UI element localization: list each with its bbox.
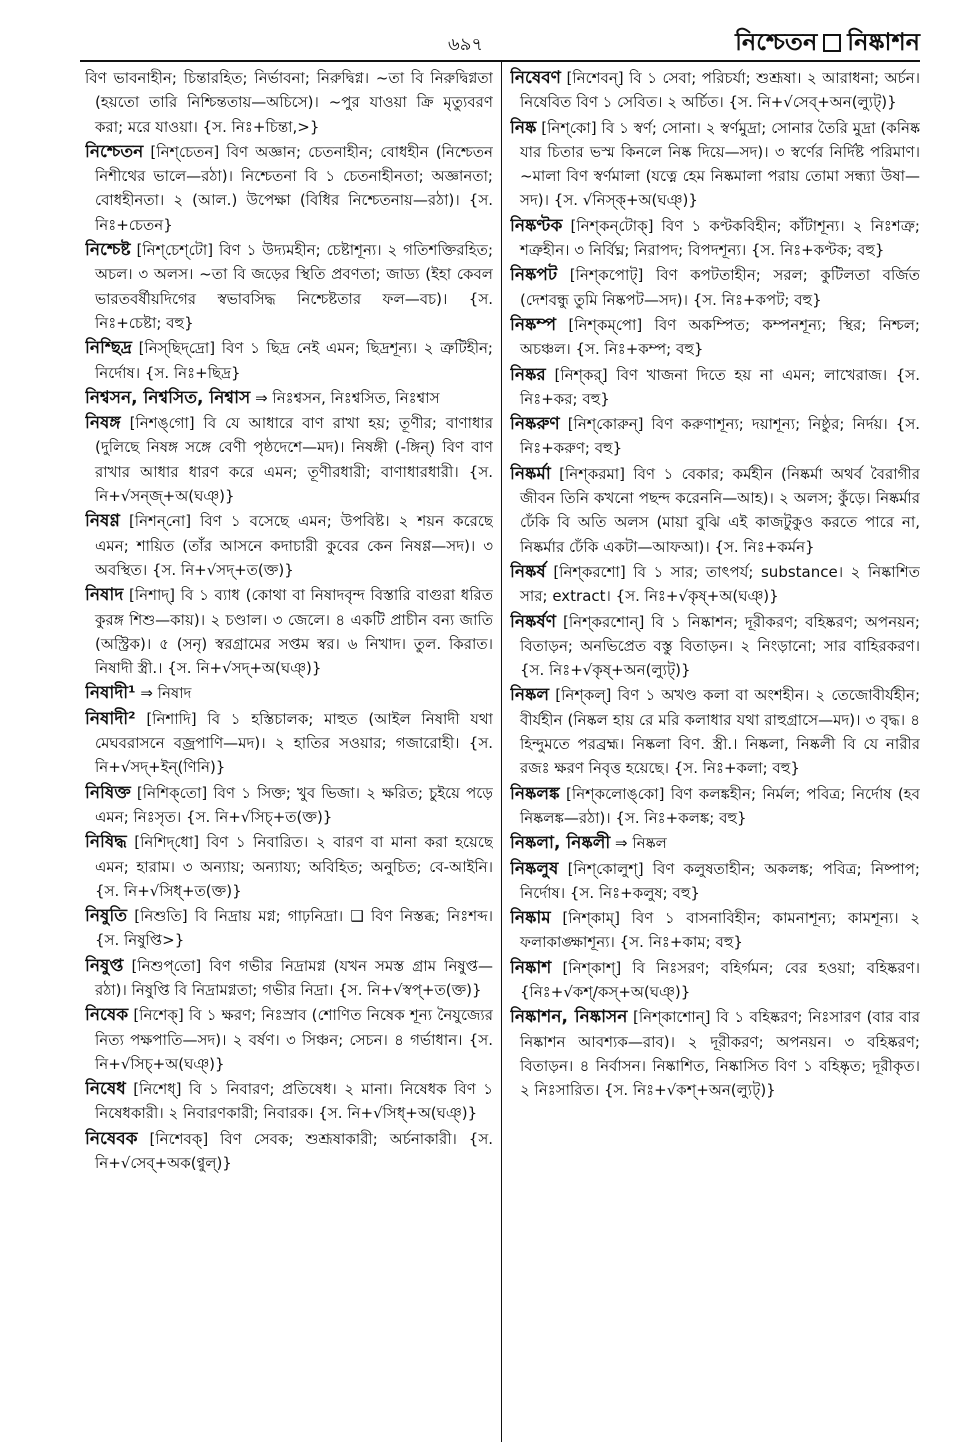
dictionary-entry: [85, 707, 493, 780]
entry-headword: নিষ্কর্ষ: [510, 561, 546, 582]
entry-headword: নিষ্করুণ: [510, 414, 560, 435]
entry-definition: [নিশ্‌চেশ্‌টো] বিণ ১ উদ্যমহীন; চেষ্টাশূন্য। ২ গতিশক্তিরহিত; অচল। ৩ অলস। ~তা বি জড়ের স্থিতি প্রবণতা; জাড্য (ইহা কেবল ভারতবর্ষীয়দিগের স্বভাবসিদ্ধ নিশ্চেষ্টতার ফল—বচ)। {স. নিঃ+চেষ্টা; বহু}: [95, 241, 493, 332]
entry-definition: [নিশিক্‌তো] বিণ ১ সিক্ত; খুব ভিজা। ২ ক্ষরিত; চুইয়ে পড়ে এমন; নিঃসৃত। {স. নি+√সিচ্+ত(ক্ত)}: [95, 783, 493, 826]
entry-headword: নিষেবণ: [510, 68, 561, 88]
entry-definition: [নিশ্‌কল্] বিণ ১ অখণ্ড কলা বা অংশহীন। ২ তেজোবীর্যহীন; বীর্যহীন (নিষ্কল হায় রে মরি কলাধার যথা রাহুগ্রাসে—মদ)। ৩ বৃদ্ধ। ৪ হিন্দুমতে পরব্রহ্ম। নিষ্কলা বিণ. স্ত্রী.। নিষ্কলা, নিষ্কলী বি যে নারীর রজঃ ক্ষরণ নিবৃত্ত হয়েছে। {স. নিঃ+কলা; বহু}: [520, 686, 920, 778]
entry-headword: নিষাদী¹: [85, 683, 136, 704]
entry-headword: নিষুতি: [85, 906, 128, 927]
dictionary-entry: [510, 831, 920, 855]
entry-definition: [নিশেক্] বি ১ ক্ষরণ; নিঃস্রাব (শোণিত নিষেক শূন্য নৈযুজ্যের নিত্য পক্ষপাতি—সদ)। ২ বর্ষণ। ৩ সিঞ্চন; সেচন। ৪ গর্ভাধান। {স. নি+√সিচ্+অ(ঘঞ্)}: [95, 1006, 493, 1073]
entry-definition: [নিশ্‌করমা] বিণ ১ বেকার; কর্মহীন (নিষ্কর্মা অথর্ব বৈরাগীর জীবন তিনি কখনো পছন্দ করেননি—আহ)। ২ অলস; কুঁড়ে। নিষ্কর্মার ঢেঁকি বি অতি অলস (মায়া বুঝি এই কাজটুকুও করতে পারে না, নিষ্কর্মার ঢেঁকি একটা—আফআ)। {স. নিঃ+কর্মন}: [520, 464, 920, 556]
entry-headword: নিষ্কলুষ: [510, 858, 559, 879]
entry-headword: নিষুপ্ত: [85, 955, 124, 976]
entry-headword: নিষ্কর্ষণ: [510, 611, 557, 632]
dictionary-entry: [85, 66, 493, 139]
dictionary-entry: [85, 583, 493, 680]
dictionary-entry: [510, 610, 920, 683]
entry-definition: [নিশ্‌করশো] বি ১ সার; তাৎপর্য; substance। ২ নিষ্কাশিত সার; extract। {স. নিঃ+√কৃষ্+অ(ঘঞ্)}: [520, 562, 920, 606]
entry-headword: নিষ্কর্মা: [510, 463, 551, 484]
entry-definition: [নিশ্‌কাশ্] বি নিঃসরণ; বহির্গমন; বের হওয়া; বহিষ্করণ। {নিঃ+√কশ্/কস্+অ(ঘঞ্)}: [520, 958, 920, 1001]
entry-definition: ⇒ নিষ্কল: [615, 834, 667, 853]
entry-headword: নিশ্ছিদ্র: [85, 338, 132, 359]
entry-definition: [নিশ্‌কম্‌পো] বিণ অকম্পিত; কম্পনশূন্য; স্থির; নিশ্চল; অচঞ্চল। {স. নিঃ+কম্প; বহু}: [520, 315, 920, 359]
page-number: ৬৯৭: [448, 34, 484, 55]
dictionary-entry: [85, 781, 493, 830]
running-head-last: নিষ্কাশন: [847, 28, 920, 56]
dictionary-entry: [85, 336, 493, 385]
entry-headword: নিষ্কাম: [510, 908, 551, 929]
dictionary-entry: [510, 66, 920, 115]
column-divider: [501, 62, 502, 1442]
entry-headword: নিষিক্ত: [85, 782, 131, 803]
entry-definition: [নিশেধ্] বি ১ নিবারণ; প্রতিষেধ। ২ মানা। নিষেধক বিণ ১ নিষেধকারী। ২ নিবারণকারী; নিবারক। {স. নি+√সিধ্+অ(ঘঞ্)}: [95, 1080, 493, 1123]
dictionary-entry: [510, 263, 920, 312]
entry-definition: [নিশ্‌কাশোন্] বি ১ বহিষ্করণ; নিঃসারণ (বার বার নিষ্কাশন আবশ্যক—রাব)। ২ দূরীকরণ; অপনয়ন। ৩ বহিষ্করণ; বিতাড়ন। ৪ নির্বাসন। নিষ্কাশিত, নিষ্কাসিত বিণ ১ বহিষ্কৃত; দূরীকৃত। ২ নিঃসারিত। {স. নিঃ+√কশ্+অন(ল্যুট্)}: [520, 1008, 920, 1100]
entry-definition: [নিশিদ্‌ধো] বিণ ১ নিবারিত। ২ বারণ বা মানা করা হয়েছে এমন; হারাম। ৩ অন্যায়; অন্যায্য; অবিহিত; অনুচিত; বে-আইনি। {স. নি+√সিধ্+ত(ক্ত)}: [95, 833, 493, 900]
entry-definition: ⇒ নিঃশ্বসন, নিঃশ্বসিত, নিঃশ্বাস: [255, 388, 440, 407]
entry-headword: নিষ্ক: [510, 117, 537, 138]
dictionary-entry: [85, 238, 493, 335]
running-head-first: নিশ্চেতন: [735, 28, 818, 56]
entry-definition: [নিশেবন্] বি ১ সেবা; পরিচর্যা; শুশ্রূষা। ২ আরাধনা; অর্চন। নিষেবিত বিণ ১ সেবিত। ২ অর্চিত। {স. নি+√সেব্+অন(ল্যুট্)}: [520, 69, 920, 112]
dictionary-entry: [85, 509, 493, 582]
entry-definition: [নিশ্‌কো] বি ১ স্বর্ণ; সোনা। ২ স্বর্ণমুদ্রা; সোনার তৈরি মুদ্রা (কনিষ্ক যার চিতার ভস্ম কিনলে নিষ্ক দিয়ে—সদ)। ৩ স্বর্ণের নির্দিষ্ট পরিমাণ। ~মালা বিণ স্বর্ণমালা (যত্নে হেম নিষ্কমালা পরায় তোমা সন্ধ্যা উষা—সদ)। {স. √নিস্ক্+অ(ঘঞ্)}: [520, 118, 920, 210]
entry-definition: [নিশেবক্] বিণ সেবক; শুশ্রূষাকারী; অর্চনাকারী। {স. নি+√সেব্+অক(ণ্বুল্)}: [95, 1129, 493, 1173]
separator-box-icon: [823, 34, 841, 52]
dictionary-entry: [85, 386, 493, 410]
entry-definition: [নিশন্‌নো] বিণ ১ বসেছে এমন; উপবিষ্ট। ২ শয়ন করেছে এমন; শায়িত (তাঁর আসনে কদাচারী কুবের কেন নিষণ্ণ—সদ)। ৩ অবস্থিত। {স. নি+√সদ্+ত(ক্ত)}: [95, 512, 493, 579]
entry-definition: [নিশ্‌কলোঙ্‌কো] বিণ কলঙ্কহীন; নির্মল; পবিত্র; নির্দোষ (হব নিষ্কলঙ্ক—রঠা)। {স. নিঃ+কলঙ্ক; বহু}: [520, 784, 920, 827]
entry-headword: নিশ্বসন, নিশ্বসিত, নিশ্বাস: [85, 387, 251, 408]
entry-headword: নিষ্কল: [510, 685, 550, 706]
entry-headword: নিষিদ্ধ: [85, 832, 127, 853]
entry-headword: নিষেবক: [85, 1128, 138, 1149]
entry-definition: [নিশ্‌চেতন] বিণ অজ্ঞান; চেতনাহীন; বোধহীন (নিশ্চেতন নিশীথের ভালে—রঠা)। নিশ্চেতনা বি ১ চেতনাহীনতা; অজ্ঞানতা; বোধহীনতা। ২ (আল.) উপেক্ষা (বিধির নিশ্চেতনায়—রঠা)। {স. নিঃ+চেতন}: [95, 142, 493, 234]
entry-definition: [নিশ্‌কন্‌টোক্] বিণ ১ কণ্টকবিহীন; কাঁটাশূন্য। ২ নিঃশত্রু; শত্রুহীন। ৩ নির্বিঘ্ন; নিরাপদ; বিপদশূন্য। {স. নিঃ+কণ্টক; বহু}: [520, 216, 920, 260]
dictionary-entry: [510, 782, 920, 831]
entry-headword: নিষাদ: [85, 585, 124, 606]
dictionary-entry: [510, 363, 920, 412]
running-head: [735, 24, 920, 64]
dictionary-entry: [510, 412, 920, 461]
entry-headword: নিষ্কপট: [510, 265, 558, 286]
dictionary-entry: [510, 214, 920, 263]
right-column: [510, 66, 920, 1436]
entry-definition: [নিস্‌ছিদ্‌দ্রো] বিণ ১ ছিদ্র নেই এমন; ছিদ্রশূন্য। ২ ত্রুটিহীন; নির্দোষ। {স. নিঃ+ছিদ্র}: [95, 339, 493, 382]
entry-headword: নিষ্কম্প: [510, 314, 557, 335]
entry-definition: [নিশঙ্‌গো] বি যে আধারে বাণ রাখা হয়; তূণীর; বাণাধার (দুলিছে নিষঙ্গ সঙ্গে বেণী পৃষ্ঠদেশে—মদ)। নিষঙ্গী (-ঙ্গিন্) বিণ বাণ রাখার আধার ধারণ করে এমন; তূণীরধারী; বাণাধারধারী। {স. নি+√সন্‌জ্+অ(ঘঞ্)}: [95, 414, 493, 506]
entry-headword: নিষ্কলঙ্ক: [510, 783, 560, 804]
dictionary-entry: [85, 411, 493, 508]
entry-definition: [নিশাদ্] বি ১ ব্যাধ (কোথা বা নিষাদবৃন্দ বিস্তারি বাগুরা ধরিত কুরঙ্গ শিশু—কায়)। ২ চণ্ডাল। ৩ জেলে। ৪ একটি প্রাচীন বন্য জাতি (অস্ট্রিক)। ৫ (সনৃ) স্বরগ্রামের সপ্তম স্বর। ৬ নিখাদ। তুল. কিরাত। নিষাদী স্ত্রী.। {স. নি+√সদ্+অ(ঘঞ্)}: [95, 586, 493, 678]
entry-definition: [নিশ্‌করশোন্] বি ১ নিষ্কাশন; দূরীকরণ; বহিষ্করণ; অপনয়ন; বিতাড়ন; অনভিপ্রেত বস্তু বিতাড়ন। ২ নিংড়ানো; সার বাহিরকরণ। {স. নিঃ+√কৃষ্+অন(ল্যুট্)}: [520, 612, 920, 680]
entry-definition: [নিশাদি] বি ১ হস্তিচালক; মাহুত (আইল নিষাদী যথা মেঘবরাসনে বজ্রপাণি—মদ)। ২ হাতির সওয়ার; গজারোহী। {স. নি+√সদ্+ইন্(ণিনি)}: [95, 709, 493, 777]
dictionary-entry: [510, 462, 920, 559]
entry-headword: নিষ্কলা, নিষ্কলী: [510, 833, 611, 854]
entry-headword: নিষ্কাশন, নিষ্কাসন: [510, 1007, 628, 1028]
dictionary-entry: [85, 904, 493, 953]
entry-definition: ⇒ নিষাদ: [140, 684, 192, 703]
entry-headword: নিশ্চেতন: [85, 141, 144, 162]
dictionary-entry: [510, 857, 920, 906]
dictionary-entry: [85, 830, 493, 903]
entry-headword: নিষঙ্গ: [85, 413, 121, 434]
entry-headword: নিষ্কর: [510, 364, 546, 385]
entry-definition: [নিশ্‌কাম্] বিণ ১ বাসনাবিহীন; কামনাশূন্য; কামশূন্য। ২ ফলাকাঙ্ক্ষাশূন্য। {স. নিঃ+কাম; বহু}: [520, 909, 920, 952]
entry-headword: নিষণ্ণ: [85, 511, 120, 532]
dictionary-entry: [85, 1003, 493, 1076]
dictionary-entry: [510, 956, 920, 1005]
entry-headword: নিষ্কাশ: [510, 957, 552, 978]
dictionary-entry: [510, 683, 920, 780]
entry-definition: [নিশুতি] বি নিদ্রায় মগ্ন; গাঢ়নিদ্রা। ❑ বিণ নিস্তব্ধ; নিঃশব্দ। {স. নিষুপ্তি>}: [95, 907, 493, 950]
dictionary-entry: [510, 560, 920, 609]
dictionary-entry: [85, 681, 493, 705]
entry-headword: নিষেধ: [85, 1079, 126, 1100]
dictionary-entry: [510, 116, 920, 213]
left-column: [85, 66, 493, 1436]
header-rule: [80, 60, 920, 62]
entry-definition: [নিশ্‌কোলুশ্] বিণ কলুষতাহীন; অকলঙ্ক; পবিত্র; নিষ্পাপ; নির্দোষ। {স. নিঃ+কলুষ; বহু}: [520, 859, 920, 902]
entry-definition: [নিশ্‌কোরুন্] বিণ করুণাশূন্য; দয়াশূন্য; নিষ্ঠুর; নির্দয়। {স. নিঃ+করুণ; বহু}: [520, 415, 920, 458]
dictionary-entry: [510, 906, 920, 955]
dictionary-entry: [85, 954, 493, 1003]
dictionary-entry: [510, 1005, 920, 1102]
entry-headword: নিষেক: [85, 1005, 129, 1026]
entry-headword: নিষাদী²: [85, 708, 136, 729]
dictionary-entry: [510, 313, 920, 362]
entry-headword: নিশ্চেষ্ট: [85, 240, 131, 261]
entry-definition: [নিশ্‌কর্] বিণ খাজনা দিতে হয় না এমন; লাখেরাজ। {স. নিঃ+কর; বহু}: [520, 365, 920, 408]
entry-definition: [নিশ্‌কপোট্] বিণ কপটতাহীন; সরল; কুটিলতা বর্জিত (দেশবন্ধু তুমি নিষ্কপট—সদ)। {স. নিঃ+কপট; বহু}: [520, 266, 920, 309]
entry-headword: নিষ্কণ্টক: [510, 215, 563, 236]
dictionary-entry: [85, 1077, 493, 1126]
dictionary-entry: [85, 140, 493, 237]
entry-definition: বিণ ভাবনাহীন; চিন্তারহিত; নির্ভাবনা; নিরুদ্বিগ্ন। ~তা বি নিরুদ্বিগ্নতা (হয়তো তারি নিশ্চিন্ততায়—অচিসে)। ~পুর যাওয়া ক্রি মৃত্যুবরণ করা; মরে যাওয়া। {স. নিঃ+চিন্তা,>}: [85, 69, 493, 136]
dictionary-entry: [85, 1127, 493, 1176]
entry-definition: [নিশুপ্‌তো] বিণ গভীর নিদ্রামগ্ন (যখন সমস্ত গ্রাম নিষুপ্ত—রঠা)। নিষুপ্তি বি নিদ্রামগ্নতা; গভীর নিদ্রা। {স. নি+√স্বপ্+ত(ক্ত)}: [95, 956, 493, 999]
